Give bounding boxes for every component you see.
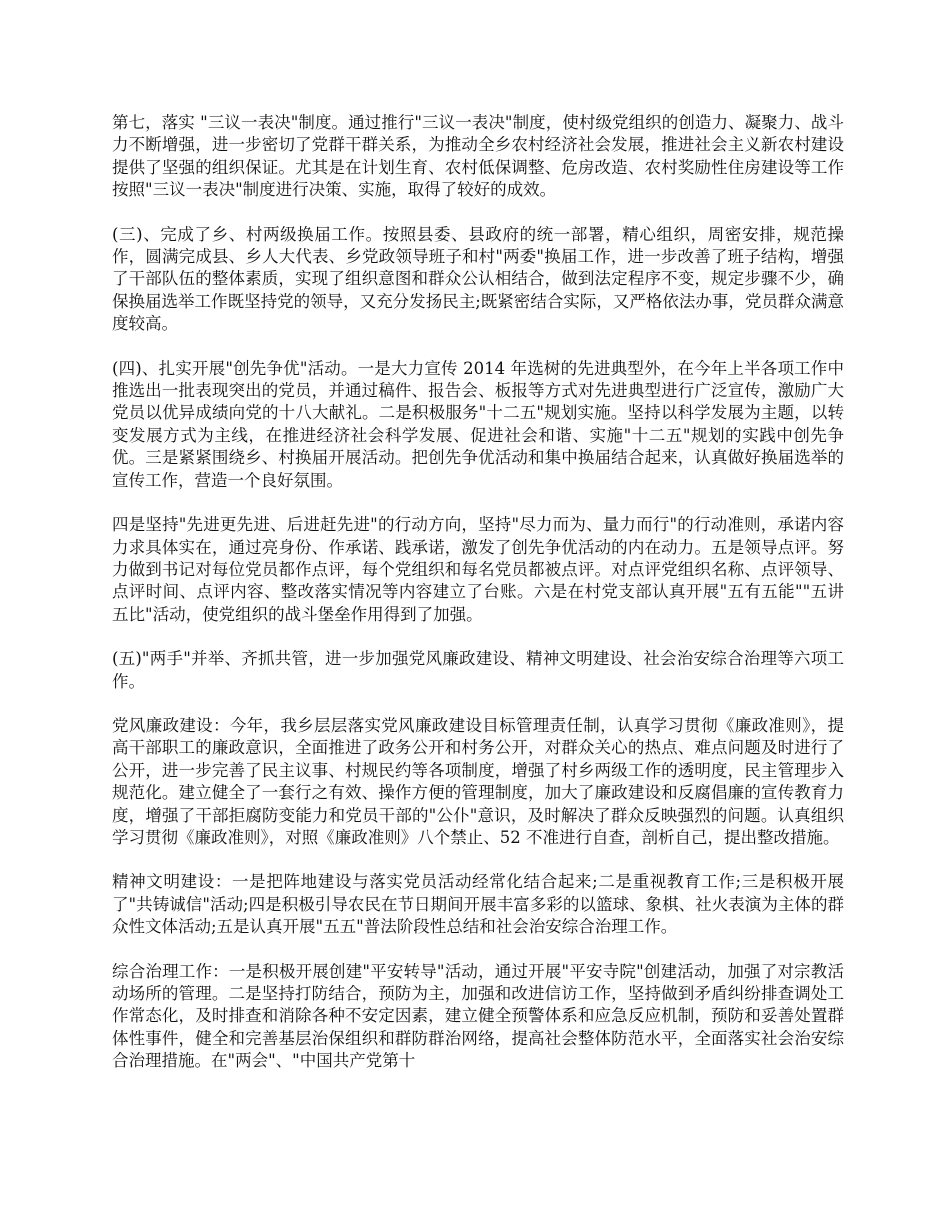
paragraph-spiritual-civilization: 精神文明建设：一是把阵地建设与落实党员活动经常化结合起来;二是重视教育工作;三是积极开展了"共铸诚信"活动;四是积极引导农民在节日期间开展丰富多彩的以篮球、象棋、社火表演为主体的群众性文体活动;五是认真开展"五五"普法阶段性总结和社会治安综合治理工作。 bbox=[112, 872, 844, 937]
paragraph-section-3: (三)、完成了乡、村两级换届工作。按照县委、县政府的统一部署，精心组织，周密安排，规范操作，圆满完成县、乡人大代表、乡党政领导班子和村"两委"换届工作，进一步改善了班子结构，增强了干部队伍的整体素质，实现了组织意图和群众公认相结合，做到法定程序不变，规定步骤不少，确保换届选举工作既坚持党的领导，又充分发扬民主;既紧密结合实际，又严格依法办事，党员群众满意度较高。 bbox=[112, 224, 844, 334]
paragraph-item-7: 第七，落实 "三议一表决"制度。通过推行"三议一表决"制度，使村级党组织的创造力、凝聚力、战斗力不断增强，进一步密切了党群干群关系，为推动全乡农村经济社会发展，推进社会主义新农村建设提供了坚强的组织保证。尤其是在计划生育、农村低保调整、危房改造、农村奖励性住房建设等工作按照"三议一表决"制度进行决策、实施，取得了较好的成效。 bbox=[112, 113, 844, 200]
paragraph-section-4: (四)、扎实开展"创先争优"活动。一是大力宣传 2014 年选树的先进典型外，在今年上半各项工作中推选出一批表现突出的党员，并通过稿件、报告会、板报等方式对先进典型进行广泛宣传，激励广大党员以优异成绩向党的十八大献礼。二是积极服务"十二五"规划实施。坚持以科学发展为主题，以转变发展方式为主线，在推进经济社会科学发展、促进社会和谐、实施"十二五"规划的实践中创先争优。三是紧紧围绕乡、村换届开展活动。把创先争优活动和集中换届结合起来，认真做好换届选举的宣传工作，营造一个良好氛围。 bbox=[112, 358, 844, 490]
paragraph-section-5: (五)"两手"并举、齐抓共管，进一步加强党风廉政建设、精神文明建设、社会治安综合治理等六项工作。 bbox=[112, 649, 844, 691]
paragraph-section-4-continued: 四是坚持"先进更先进、后进赶先进"的行动方向，坚持"尽力而为、量力而行"的行动准则，承诺内容力求具体实在，通过亮身份、作承诺、践承诺，激发了创先争优活动的内在动力。五是领导点评。努力做到书记对每位党员都作点评，每个党组织和每名党员都被点评。对点评党组织名称、点评领导、点评时间、点评内容、整改落实情况等内容建立了台账。六是在村党支部认真开展"五有五能""五讲五比"活动，使党组织的战斗堡垒作用得到了加强。 bbox=[112, 515, 844, 624]
paragraph-comprehensive-governance: 综合治理工作：一是积极开展创建"平安转导"活动，通过开展"平安寺院"创建活动，加强了对宗教活动场所的管理。二是坚持打防结合，预防为主，加强和改进信访工作，坚持做到矛盾纠纷排查调处工作常态化，及时排查和消除各种不安定因素，建立健全预警体系和应急反应机制，预防和妥善处置群体性事件，健全和完善基层治保组织和群防群治网络，提高社会整体防范水平，全面落实社会治安综合治理措施。在"两会"、"中国共产党第十 bbox=[112, 961, 844, 1071]
document-body bbox=[112, 112, 844, 1095]
paragraph-integrity-building: 党风廉政建设：今年，我乡层层落实党风廉政建设目标管理责任制，认真学习贯彻《廉政准则》，提高干部职工的廉政意识，全面推进了政务公开和村务公开，对群众关心的热点、难点问题及时进行了公开，进一步完善了民主议事、村规民约等各项制度，增强了村乡两级工作的透明度，民主管理步入规范化。建立健全了一套行之有效、操作方便的管理制度，加大了廉政建设和反腐倡廉的宣传教育力度，增强了干部拒腐防变能力和党员干部的"公仆"意识，及时解决了群众反映强烈的问题。认真组织学习贯彻《廉政准则》，对照《廉政准则》八个禁止、52 不准进行自查，剖析自己，提出整改措施。 bbox=[112, 715, 844, 847]
